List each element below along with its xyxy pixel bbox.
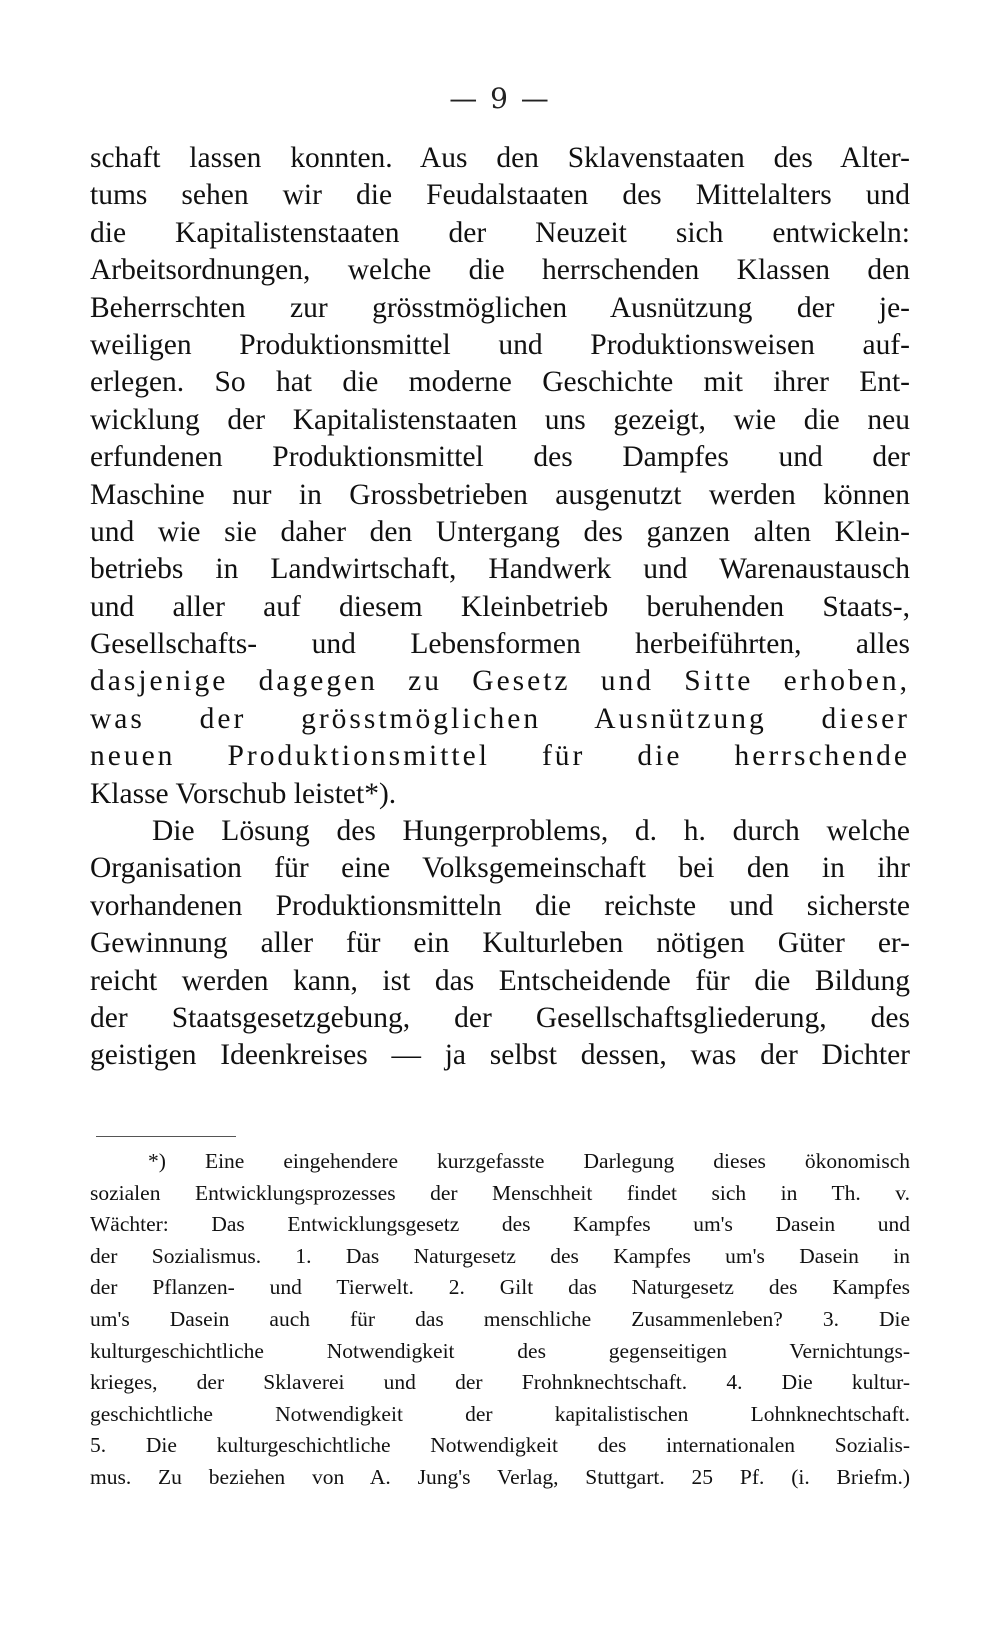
text-line: Gewinnung aller für ein Kulturleben nötigen Güter er- [90, 927, 910, 960]
text-line-emphasized: neuen Produktionsmittel für die herrschende [90, 740, 910, 773]
footnote-line: kulturgeschichtliche Notwendigkeit des gegenseitigen Vernichtungs- [90, 1338, 910, 1363]
footnote-line: 5. Die kulturgeschichtliche Notwendigkeit des internationalen Sozialis- [90, 1433, 910, 1458]
text-line: Gesellschafts- und Lebensformen herbeiführten, alles [90, 628, 910, 661]
text-line: betriebs in Landwirtschaft, Handwerk und Warenaustausch [90, 553, 910, 586]
text-line: erfundenen Produktionsmittel des Dampfes und der [90, 441, 910, 474]
body-text [90, 140, 910, 1075]
footnote [90, 1146, 910, 1494]
text-line: vorhandenen Produktionsmitteln die reichste und sicherste [90, 889, 910, 922]
footnote-line: *) Eine eingehendere kurzgefasste Darlegung dieses ökonomisch [148, 1149, 910, 1173]
text-line: erlegen. So hat die moderne Geschichte mit ihrer Ent- [90, 366, 910, 399]
footnote-line: mus. Zu beziehen von A. Jung's Verlag, Stuttgart. 25 Pf. (i. Briefm.) [90, 1464, 910, 1489]
footnote-line: Wächter: Das Entwicklungsgesetz des Kampfes um's Dasein und [90, 1212, 910, 1237]
footnote-line: krieges, der Sklaverei und der Frohnknechtschaft. 4. Die kultur- [90, 1370, 910, 1395]
text-line-emphasized: dasjenige dagegen zu Gesetz und Sitte erhoben, [90, 665, 910, 698]
text-line-emphasized: was der grösstmöglichen Ausnützung dieser [90, 702, 910, 735]
text-line: Beherrschten zur grösstmöglichen Ausnützung der je- [90, 291, 910, 324]
text-line: schaft lassen konnten. Aus den Sklavenstaaten des Alter- [90, 142, 910, 174]
footnote-line: der Pflanzen- und Tierwelt. 2. Gilt das Naturgesetz des Kampfes [90, 1275, 910, 1300]
text-line: geistigen Ideenkreises — ja selbst dessen, was der Dichter [90, 1039, 910, 1072]
text-line: der Staatsgesetzgebung, der Gesellschaftsgliederung, des [90, 1001, 910, 1034]
text-line: weiligen Produktionsmittel und Produktionsweisen auf- [90, 328, 910, 361]
page-number: — 9 — [449, 82, 551, 115]
text-line-paragraph-start: Die Lösung des Hungerproblems, d. h. durch welche [152, 815, 910, 848]
text-line: wicklung der Kapitalistenstaaten uns gezeigt, wie die neu [90, 403, 910, 436]
text-line: tums sehen wir die Feudalstaaten des Mittelalters und [90, 179, 910, 212]
text-line-paragraph-end: Klasse Vorschub leistet*). [90, 777, 397, 810]
text-line: die Kapitalistenstaaten der Neuzeit sich entwickeln: [90, 216, 910, 249]
footnote-divider [96, 1136, 236, 1137]
footnote-line: der Sozialismus. 1. Das Naturgesetz des Kampfes um's Dasein in [90, 1243, 910, 1268]
text-line: Organisation für eine Volksgemeinschaft bei den in ihr [90, 852, 910, 885]
text-line: und aller auf diesem Kleinbetrieb beruhenden Staats-, [90, 590, 910, 623]
footnote-line: sozialen Entwicklungsprozesses der Menschheit findet sich in Th. v. [90, 1180, 910, 1205]
text-line: Arbeitsordnungen, welche die herrschenden Klassen den [90, 254, 910, 287]
text-line: Maschine nur in Grossbetrieben ausgenutzt werden können [90, 478, 910, 511]
footnote-line: um's Dasein auch für das menschliche Zusammenleben? 3. Die [90, 1306, 910, 1331]
footnote-line: geschichtliche Notwendigkeit der kapitalistischen Lohnknechtschaft. [90, 1401, 910, 1426]
text-line: reicht werden kann, ist das Entscheidende für die Bildung [90, 964, 910, 997]
text-line: und wie sie daher den Untergang des ganzen alten Klein- [90, 515, 910, 548]
